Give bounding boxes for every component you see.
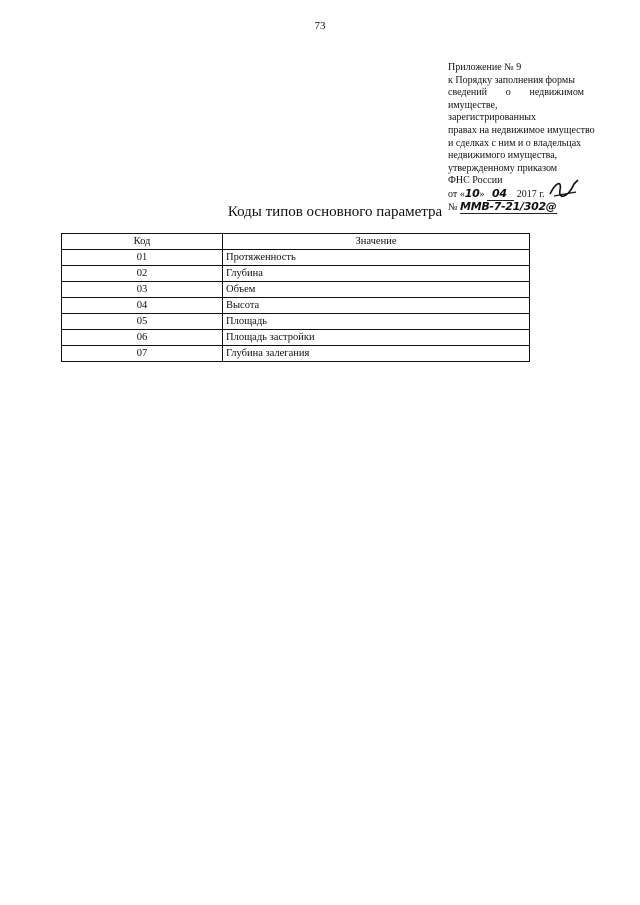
handwritten-day: 10 — [464, 186, 480, 200]
table-row — [62, 250, 530, 266]
handwritten-month: 04 — [491, 186, 507, 200]
cell-value: Площадь застройки — [223, 330, 530, 346]
appendix-line: сведений о недвижимом — [448, 87, 585, 99]
appendix-line: и сделках с ним и о владельцах — [448, 137, 582, 149]
cell-code: 01 — [62, 250, 223, 266]
appendix-line: имуществе, зарегистрированных — [448, 99, 537, 124]
page-number: 73 — [314, 20, 326, 32]
cell-code: 05 — [62, 314, 223, 330]
appendix-title: Приложение № 9 — [448, 62, 522, 73]
column-header-value: Значение — [223, 234, 530, 250]
table-header-row — [62, 234, 530, 250]
appendix-line: правах на недвижимое имущество — [448, 124, 595, 136]
table-row — [62, 330, 530, 346]
table-row — [62, 298, 530, 314]
appendix-line: к Порядку заполнения формы — [448, 74, 575, 86]
document-title: Коды типов основного параметра — [227, 204, 443, 220]
order-date: от «10» 04 2017 г. — [448, 186, 545, 200]
cell-value: Глубина залегания — [223, 346, 530, 362]
cell-code: 06 — [62, 330, 223, 346]
table-row — [62, 346, 530, 362]
signature-mark — [548, 176, 580, 200]
cell-value: Высота — [223, 298, 530, 314]
codes-table — [61, 233, 530, 362]
table-row — [62, 314, 530, 330]
cell-value: Площадь — [223, 314, 530, 330]
handwritten-order-number: ММВ-7-21/302@ — [460, 199, 557, 213]
cell-code: 07 — [62, 346, 223, 362]
appendix-line: недвижимого имущества, — [448, 150, 558, 162]
cell-value: Протяженность — [223, 250, 530, 266]
table-row — [62, 266, 530, 282]
order-number: № ММВ-7-21/302@ — [448, 199, 557, 213]
cell-code: 04 — [62, 298, 223, 314]
cell-code: 02 — [62, 266, 223, 282]
table-row — [62, 282, 530, 298]
appendix-line: утвержденному приказом — [448, 162, 558, 174]
appendix-line: ФНС России — [448, 175, 503, 187]
cell-value: Глубина — [223, 266, 530, 282]
cell-code: 03 — [62, 282, 223, 298]
column-header-code: Код — [62, 234, 223, 250]
cell-value: Объем — [223, 282, 530, 298]
